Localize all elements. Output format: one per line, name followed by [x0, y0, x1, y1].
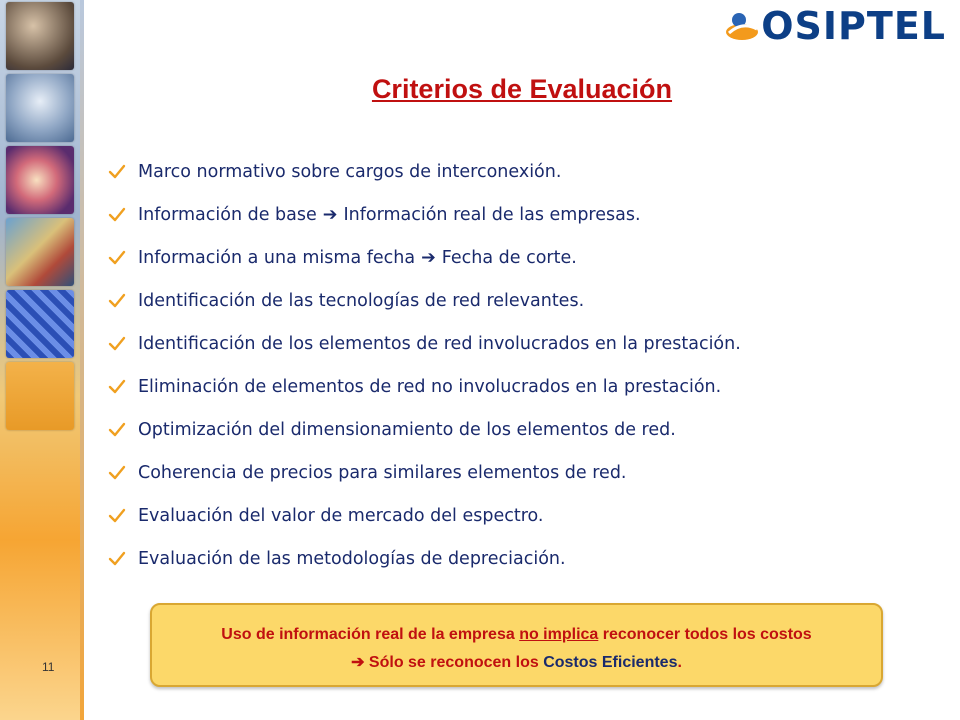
checkmark-icon	[108, 376, 138, 398]
checkmark-icon	[108, 505, 138, 527]
list-item-text-after: Fecha de corte.	[441, 247, 577, 268]
checkmark-icon	[108, 419, 138, 441]
list-item	[108, 451, 741, 494]
checkmark-icon	[108, 548, 138, 570]
list-item-text: Información a una misma fecha	[138, 247, 416, 268]
note-text: reconocer todos los costos	[598, 626, 812, 643]
list-item-text: Identificación de los elementos de red involucrados en la prestación.	[138, 333, 741, 354]
checkmark-icon	[108, 247, 138, 269]
checkmark-icon	[108, 462, 138, 484]
checkmark-icon	[108, 333, 138, 355]
note-line-2	[152, 649, 881, 677]
strip-divider	[80, 0, 84, 720]
note-text: Sólo se reconocen los	[368, 654, 544, 671]
note-text: Uso de información real de la empresa	[221, 626, 520, 643]
logo-swoosh-icon	[725, 7, 759, 45]
arrow-right-icon: ➔	[351, 654, 365, 671]
note-line-1	[152, 621, 881, 649]
photo-strip	[0, 0, 80, 720]
list-item-text: Evaluación del valor de mercado del espectro.	[138, 505, 544, 526]
note-highlight: Costos Eficientes	[543, 654, 678, 671]
note-text: .	[677, 654, 682, 671]
list-item	[108, 322, 741, 365]
list-item-text: Coherencia de precios para similares elementos de red.	[138, 462, 627, 483]
list-item	[108, 408, 741, 451]
list-item	[108, 494, 741, 537]
list-item-text: Identificación de las tecnologías de red relevantes.	[138, 290, 585, 311]
photo-people	[6, 2, 74, 70]
photo-keypad	[6, 290, 74, 358]
page-number: 11	[42, 660, 55, 674]
arrow-right-icon: ➔	[421, 247, 436, 268]
list-item-text: Optimización del dimensionamiento de los elementos de red.	[138, 419, 676, 440]
criteria-list	[108, 150, 741, 580]
list-item-text: Marco normativo sobre cargos de interconexión.	[138, 161, 562, 182]
checkmark-icon	[108, 161, 138, 183]
logo-text: OSIPTEL	[761, 4, 946, 48]
page-title: Criterios de Evaluación	[371, 74, 673, 104]
photo-fiber-optics	[6, 146, 74, 214]
list-item	[108, 279, 741, 322]
list-item	[108, 150, 741, 193]
photo-satellite-dish	[6, 74, 74, 142]
list-item-text: Evaluación de las metodologías de depreciación.	[138, 548, 566, 569]
photo-orange-panel	[6, 362, 74, 430]
note-emphasis: no implica	[519, 626, 599, 643]
checkmark-icon	[108, 290, 138, 312]
checkmark-icon	[108, 204, 138, 226]
list-item-text: Información de base	[138, 204, 317, 225]
list-item	[108, 537, 741, 580]
list-item-text-after: Información real de las empresas.	[343, 204, 641, 225]
list-item	[108, 236, 741, 279]
list-item	[108, 365, 741, 408]
list-item-text: Eliminación de elementos de red no involucrados en la prestación.	[138, 376, 722, 397]
photo-public-phone	[6, 218, 74, 286]
osiptel-logo	[725, 6, 946, 46]
list-item	[108, 193, 741, 236]
arrow-right-icon: ➔	[322, 204, 338, 225]
note-box	[150, 603, 883, 687]
